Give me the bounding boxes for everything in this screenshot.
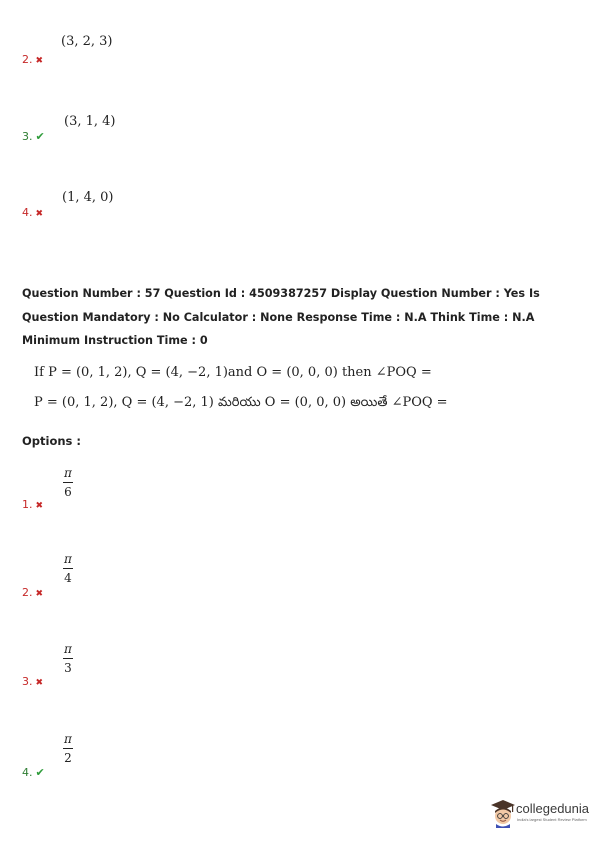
prev-option-3-number: 3. bbox=[22, 130, 33, 143]
option-1-denominator: 6 bbox=[64, 485, 72, 499]
fraction-bar bbox=[63, 568, 73, 569]
logo-tagline: India's largest Student Review Platform bbox=[517, 817, 587, 822]
options-label: Options : bbox=[22, 434, 81, 448]
prev-option-4-number: 4. bbox=[22, 206, 33, 219]
option-2-numerator: π bbox=[64, 552, 72, 566]
option-1-marker bbox=[22, 498, 43, 511]
logo-wordmark: collegedunia bbox=[516, 801, 590, 816]
option-2-fraction bbox=[62, 553, 74, 585]
question-text-telugu: P = (0, 1, 2), Q = (4, −2, 1) మరియు O = (0, 0, 0) అయితే ∠POQ = bbox=[34, 395, 448, 410]
option-1-fraction bbox=[62, 467, 74, 499]
fraction-bar bbox=[63, 748, 73, 749]
option-2-marker bbox=[22, 586, 43, 599]
option-1-numerator: π bbox=[64, 466, 72, 480]
option-1-number: 1. bbox=[22, 498, 33, 511]
prev-option-2-value: (3, 2, 3) bbox=[61, 34, 113, 49]
option-3-number: 3. bbox=[22, 675, 33, 688]
option-4-numerator: π bbox=[64, 732, 72, 746]
check-icon: ✔ bbox=[35, 130, 45, 143]
fraction-bar bbox=[63, 658, 73, 659]
option-3-marker bbox=[22, 675, 43, 688]
prev-option-3-value: (3, 1, 4) bbox=[64, 114, 116, 129]
cross-icon: ✖ bbox=[35, 678, 44, 688]
option-3-denominator: 3 bbox=[64, 661, 72, 675]
option-2-denominator: 4 bbox=[64, 571, 72, 585]
prev-option-2-number: 2. bbox=[22, 53, 33, 66]
option-4-denominator: 2 bbox=[64, 751, 72, 765]
option-3-numerator: π bbox=[64, 642, 72, 656]
cross-icon: ✖ bbox=[35, 209, 44, 219]
collegedunia-logo bbox=[490, 798, 590, 830]
question-metadata: Question Number : 57 Question Id : 4509387257 Display Question Number : Yes Is Question Mandatory : No Calculator : None Response Time : N.A Think Time : N.A Minimum Instruction Time : 0 bbox=[22, 287, 540, 347]
option-4-number: 4. bbox=[22, 766, 33, 779]
option-4-marker bbox=[22, 766, 45, 779]
prev-option-4-value: (1, 4, 0) bbox=[62, 190, 114, 205]
graduate-mascot-icon bbox=[490, 798, 516, 828]
option-3-fraction bbox=[62, 643, 74, 675]
option-2-number: 2. bbox=[22, 586, 33, 599]
question-text-english: If P = (0, 1, 2), Q = (4, −2, 1)and O = (0, 0, 0) then ∠POQ = bbox=[34, 365, 432, 380]
cross-icon: ✖ bbox=[35, 501, 44, 511]
check-icon: ✔ bbox=[35, 766, 45, 779]
option-4-fraction bbox=[62, 733, 74, 765]
prev-option-2-marker bbox=[22, 53, 43, 66]
prev-option-4-marker bbox=[22, 206, 43, 219]
prev-option-3-marker bbox=[22, 130, 45, 143]
fraction-bar bbox=[63, 482, 73, 483]
cross-icon: ✖ bbox=[35, 56, 44, 66]
cross-icon: ✖ bbox=[35, 589, 44, 599]
